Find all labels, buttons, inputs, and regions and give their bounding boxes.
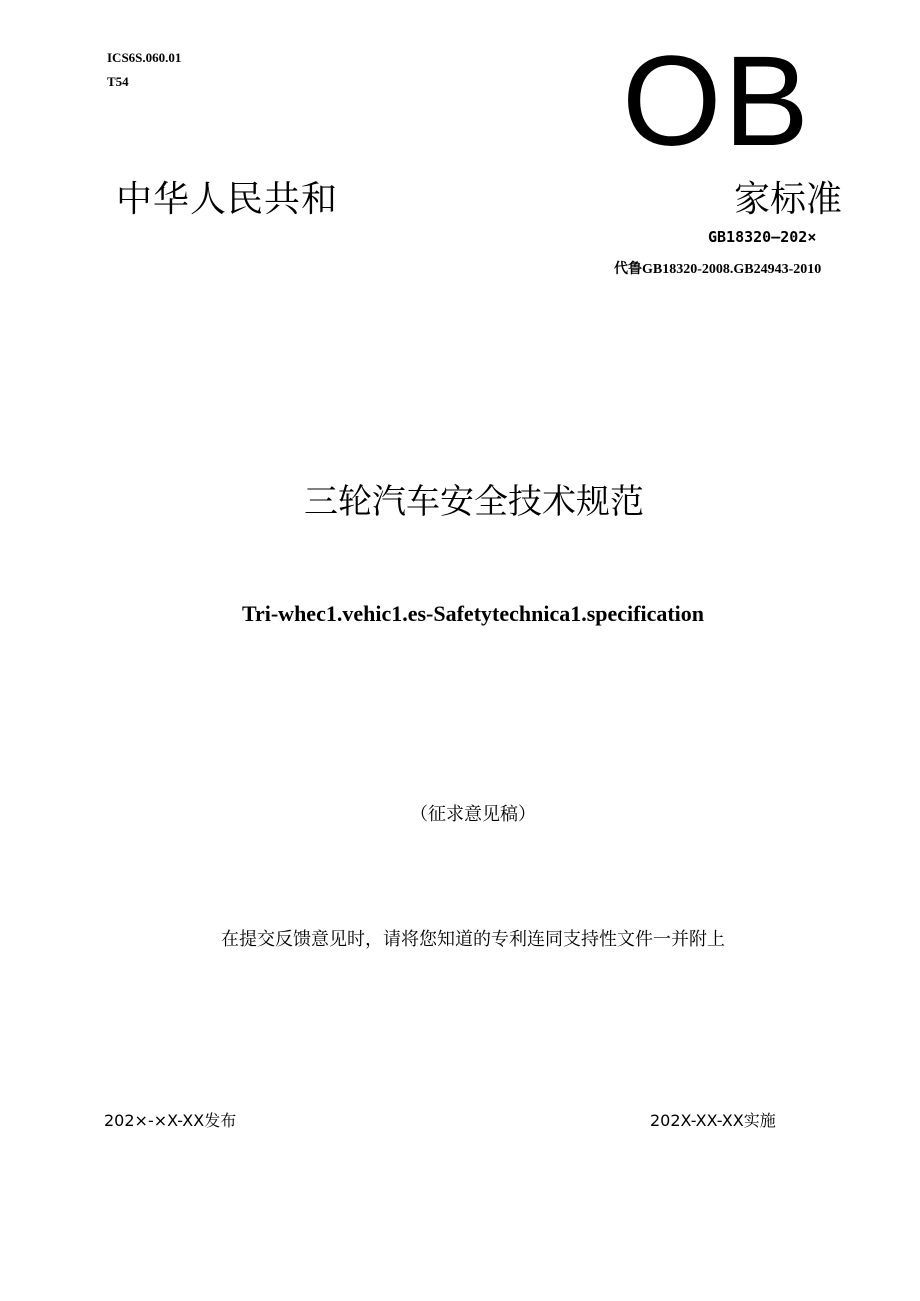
title-chinese: 三轮汽车安全技术规范: [304, 482, 644, 522]
patent-notice: 在提交反馈意见时，请将您知道的专利连同支持性文件一并附上: [221, 929, 725, 950]
issue-date: 202×-×X-XX发布: [104, 1111, 237, 1130]
title-english: Tri-whec1.vehic1.es-Safetytechnica1.specification: [241, 601, 705, 626]
implementation-date: 202X-XX-XX实施: [650, 1111, 776, 1130]
national-standard-right: 家标准: [734, 179, 843, 220]
ics-code: ICS6S.060.01: [107, 50, 182, 65]
replaces-standards: 代鲁GB18320-2008.GB24943-2010: [614, 262, 822, 277]
national-standard-left: 中华人民共和: [116, 179, 339, 220]
draft-label: （征求意见稿）: [410, 804, 536, 825]
standard-number: GB18320—202×: [708, 228, 817, 246]
class-code: T54: [107, 74, 129, 89]
gb-logo: OB: [622, 30, 811, 173]
